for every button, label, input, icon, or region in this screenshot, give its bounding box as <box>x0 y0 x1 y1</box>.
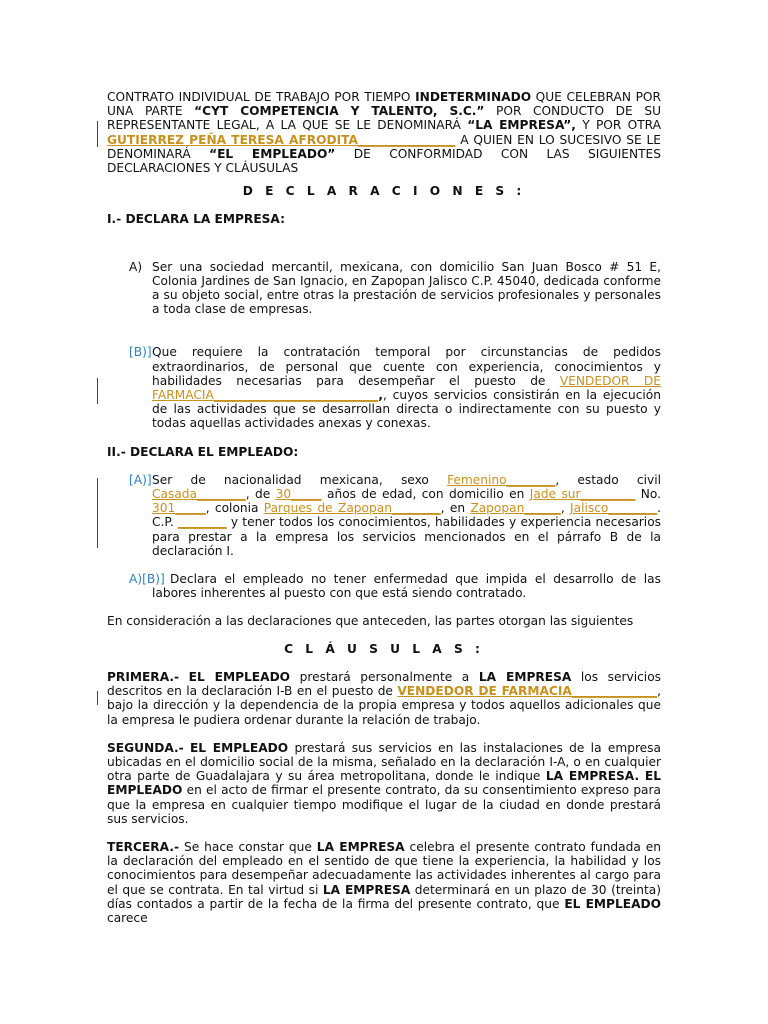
item-text-part: Que requiere la contratación temporal por circunstancias de pedidos extraordinarios, de personal que cuente con experiencia, conocimientos y habilidades necesarias para desempeñar el puesto de <box>152 345 661 388</box>
intro-text: CONTRATO INDIVIDUAL DE TRABAJO POR TIEMPO <box>107 90 416 104</box>
clause-text: carece <box>107 910 148 925</box>
field-blank: _____ <box>291 487 322 502</box>
item-text: Declara el empleado no tener enfermedad que impida el desarrollo de las labores inherentes al puesto con que está siendo contratado. <box>152 572 661 601</box>
field-blank: ______________ <box>571 684 658 699</box>
intro-text: QUE CELEBRAN POR UNA PARTE <box>107 90 661 119</box>
item-text-part: , de <box>245 487 276 502</box>
item-text-part: . C.P. <box>152 501 662 530</box>
item-label: A)[B)] <box>129 572 165 587</box>
clausula-segunda <box>107 741 661 826</box>
clause-text: prestará personalmente a <box>290 669 479 684</box>
sexo-field[interactable]: Femenino <box>447 472 507 487</box>
item-text-part: , en <box>440 501 471 516</box>
clause-label: SEGUNDA.- <box>107 740 184 755</box>
item-text-part: , cuyos servicios consistirán en la ejecución de las actividades que se desarrollan directa o indirectamente con su puesto y todas aquellas actividades anexas y conexas. <box>152 388 661 431</box>
intro-text: DE CONFORMIDAD CON LAS SIGUIENTES DECLARACIONES Y CLÁUSULAS <box>107 146 661 176</box>
item-text: Que requiere la contratación temporal por circunstancias de pedidos extraordinarios, de personal que cuente con experiencia, conocimientos y habilidades necesarias para desempeñar el puesto de VENDEDOR DE FARMACIA___________________________,, cuyos servicios consistirán en la ejecución de las actividades que se desarrollan directa o indirectamente con su puesto y todas aquellas actividades anexas y conexas. <box>152 345 661 431</box>
declaration-1a <box>107 260 661 317</box>
clause-label: PRIMERA.- <box>107 669 180 684</box>
item-text-part: , estado civil <box>555 472 661 487</box>
item-label: [B)] <box>129 345 152 360</box>
clausula-tercera <box>107 840 661 925</box>
field-blank: ________ <box>197 487 246 502</box>
item-text-part: No. <box>635 487 662 502</box>
clause-bold: LA EMPRESA <box>478 669 572 684</box>
field-blank: ______ <box>524 501 561 516</box>
estado-field[interactable]: Jalisco <box>570 501 609 516</box>
clause-bold: LA EMPRESA <box>316 839 405 854</box>
item-label: A) <box>129 259 143 274</box>
clause-text: en el acto de firmar el presente contrato, da su consentimiento expreso para que la empresa en cualquier tiempo modifique el lugar de la ciudad en donde prestará sus servicios. <box>107 783 661 826</box>
consideration-text: En consideración a las declaraciones que anteceden, las partes otorgan las siguientes <box>107 614 634 629</box>
numero-field[interactable]: 301 <box>152 501 176 516</box>
clause-label: TERCERA.- <box>107 839 180 854</box>
estado-civil-field[interactable]: Casada <box>152 487 198 502</box>
ciudad-field[interactable]: Zapopan <box>470 501 525 516</box>
clause-bold: EL EMPLEADO <box>189 740 289 755</box>
company-name: “CYT COMPETENCIA Y TALENTO, S.C.” <box>194 104 485 119</box>
revision-bar <box>97 478 98 548</box>
declaration-2b <box>107 572 661 600</box>
revision-bar <box>97 691 98 705</box>
section-1-heading: I.- DECLARA LA EMPRESA: <box>107 212 285 227</box>
item-text: Ser una sociedad mercantil, mexicana, con domicilio San Juan Bosco # 51 E, Colonia Jardines de San Ignacio, en Zapopan Jalisco C.P. 45040, dedicada conforme a su objeto social, entre otras la prestación de servicios profesionales y personales a toda clase de empresas. <box>152 259 661 317</box>
clause-bold: LA EMPRESA. EL EMPLEADO <box>107 769 662 798</box>
clausulas-title: C L Á U S U L A S : <box>284 641 484 656</box>
contract-intro <box>107 90 661 175</box>
puesto-field[interactable]: VENDEDOR DE FARMACIA <box>397 684 572 699</box>
field-blank: ________ <box>391 501 441 516</box>
field-blank: ________ <box>608 501 658 516</box>
clause-text: determinará en un plazo de 30 (treinta) días contados a partir de la fecha de la firma del presente contrato, que <box>107 882 661 911</box>
edad-field[interactable]: 30 <box>275 487 292 502</box>
item-text-part: , <box>560 501 571 516</box>
clause-text: Se hace constar que <box>179 839 317 854</box>
clause-text: , bajo la dirección y la dependencia de la propia empresa y todos aquellos adicionales que la empresa le pudiera ordenar durante la relación de trabajo. <box>107 684 661 727</box>
item-text-part: , colonia <box>205 501 264 516</box>
intro-bold: “EL EMPLEADO” <box>209 146 336 161</box>
clause-text: celebra el presente contrato fundada en la declaración del empleado en el sentido de que tiene la experiencia, la habilidad y los conocimientos para desempeñar adecuadamente las actividades inherentes al cargo para el que se contrata. En tal virtud si <box>107 839 661 897</box>
clause-bold: EL EMPLEADO <box>564 896 661 911</box>
item-text-part: y tener todos los conocimientos, habilidades y experiencia necesarios para prestar a la empresa los servicios mencionados en el párrafo B de la declaración I. <box>152 515 661 558</box>
domicilio-field[interactable]: Jade sur <box>529 487 581 502</box>
revision-bar <box>97 378 98 404</box>
field-blank: _____ <box>175 501 206 516</box>
cp-field[interactable]: ________ <box>177 515 227 530</box>
declaration-2a <box>107 473 661 558</box>
intro-bold: INDETERMINADO <box>415 90 532 104</box>
revision-bar <box>97 121 98 147</box>
field-blank: _________ <box>580 487 636 502</box>
document-page <box>107 90 661 925</box>
field-blank: ________ <box>506 472 556 487</box>
employee-name-field[interactable]: GUTIERREZ PEÑA TERESA AFRODITA <box>107 132 358 147</box>
clause-bold: EL EMPLEADO <box>188 669 291 684</box>
item-text-part: Ser de nacionalidad mexicana, sexo <box>152 472 448 487</box>
item-text <box>152 473 661 558</box>
intro-text: POR CONDUCTO DE SU REPRESENTANTE LEGAL, A LA QUE SE LE DENOMINARÁ <box>107 104 661 133</box>
field-blank: ___________________________ <box>213 388 379 403</box>
section-2-heading: II.- DECLARA EL EMPLEADO: <box>107 444 299 459</box>
intro-bold: “LA EMPRESA”, <box>467 118 576 133</box>
item-label: [A)] <box>129 472 152 487</box>
clause-bold: LA EMPRESA <box>322 882 411 897</box>
colonia-field[interactable]: Parques de Zapopan <box>263 501 392 516</box>
item-text-part: años de edad, con domicilio en <box>321 487 530 502</box>
clausula-primera <box>107 670 661 727</box>
clause-text: los servicios descritos en la declaración I-B en el puesto de <box>107 669 661 699</box>
clause-text: prestará sus servicios en las instalaciones de la empresa ubicadas en el domicilio social de la misma, señalado en la declaración I-A, o en cualquier otra parte de Guadalajara y su área metropolitana, donde le indique <box>107 740 662 784</box>
intro-text: Y POR OTRA <box>575 118 661 133</box>
declaraciones-title: D E C L A R A C I O N E S : <box>242 184 526 199</box>
puesto-field[interactable]: VENDEDOR DE FARMACIA <box>152 373 661 403</box>
intro-text: A QUIEN EN LO SUCESIVO SE LE DENOMINARÁ <box>107 132 661 161</box>
declaration-1b <box>107 345 661 430</box>
field-blank: ________________ <box>357 132 456 147</box>
